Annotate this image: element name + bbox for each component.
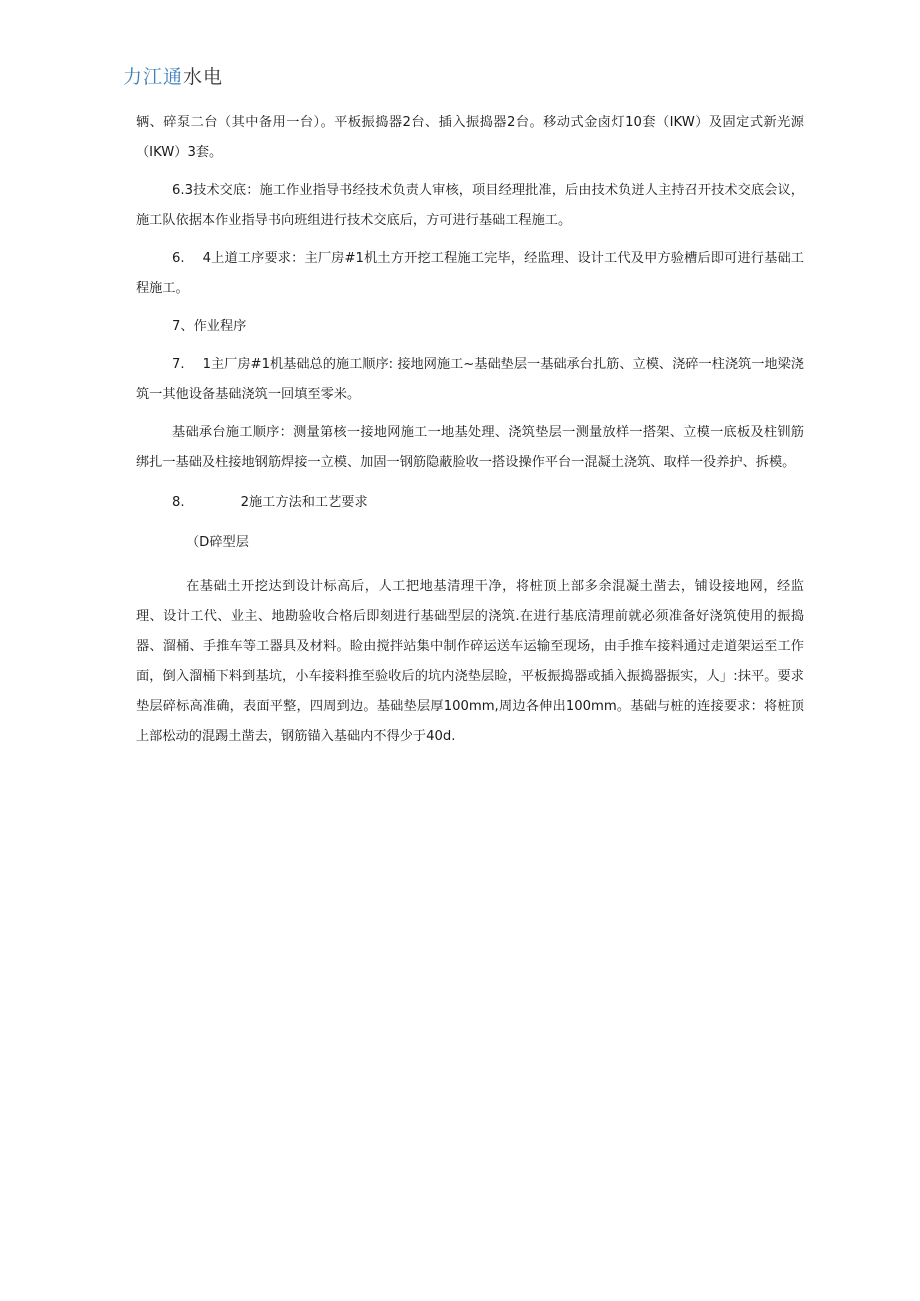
document-body [136, 108, 804, 752]
section-number: 6. [172, 251, 185, 266]
heading-cushion-layer: （D碎型层 [186, 535, 249, 550]
paragraph-cap-sequence: 基础承台施工顺序：测量第核一接地网施工一地基处理、浇筑垫层一测量放样一搭架、立模一底板及柱钏筋绑扎一基础及柱接地钢筋焊接一立模、加固一钢筋隐蔽脸收一搭设操作平台一混凝土浇筑、取样一役养护、拆模。 [136, 425, 804, 470]
heading-construction-method [136, 488, 804, 518]
paragraph-cushion-layer-method: 在基础土开挖达到设计标高后，人工把地基清理干净，将桩顶上部多余混凝土凿去，铺设接地网，经监理、设计工代、业主、地勘验收合格后即刻进行基础型层的浇筑.在进行基底清理前就必须准备好浇筑使用的振捣器、溜桶、手推车等工器具及材料。睑由搅拌站集中制作碎运送车运输至现场，由手推车接料通过走道架运至工作面，倒入溜桶下料到基坑，小车接料推至验收后的坑内浇垫层睑，平板振捣器或插入振捣器振实，人」:抹平。要求垫层碎标高准确，表面平整，四周到边。基础垫层厚100mm,周边各伸出100mm。基础与桩的连接要求：将桩顶上部松动的混踢土凿去，钢筋锚入基础内不得少于40d. [136, 579, 804, 744]
paragraph-previous-process [136, 244, 804, 304]
header-brand-primary: 力江通 [123, 66, 184, 88]
paragraph-construction-sequence [136, 350, 804, 410]
section-number: 7. [172, 357, 185, 372]
paragraph-equipment-list: 辆、碎泵二台（其中备用一台）。平板振捣器2台、插入振捣器2台。移动式金卤灯10套（IKW）及固定式新光源（IKW）3套。 [136, 115, 804, 160]
section-number: 8. [172, 495, 185, 510]
section-text: 2施工方法和工艺要求 [240, 495, 368, 510]
header-brand-secondary: 水电 [183, 66, 224, 88]
section-text: 1主厂房#1机基础总的施工顺序: 接地网施工~基础垫层一基础承台扎筋、立模、浇碎一柱浇筑一地梁浇筑一其他设备基础浇筑一回填至零米。 [136, 357, 804, 402]
document-header [123, 62, 223, 89]
paragraph-technical-briefing: 6.3技术交底：施工作业指导书经技术负责人审核，项目经理批准，后由技术负迸人主持召开技术交底会议，施工队依据本作业指导书向班组进行技术交底后，方可进行基础工程施工。 [136, 183, 804, 228]
section-text: 4上道工序要求：主厂房#1机土方开挖工程施工完毕，经监理、设计工代及甲方验槽后即可进行基础工程施工。 [136, 251, 804, 296]
heading-work-procedure: 7、作业程序 [172, 319, 247, 334]
